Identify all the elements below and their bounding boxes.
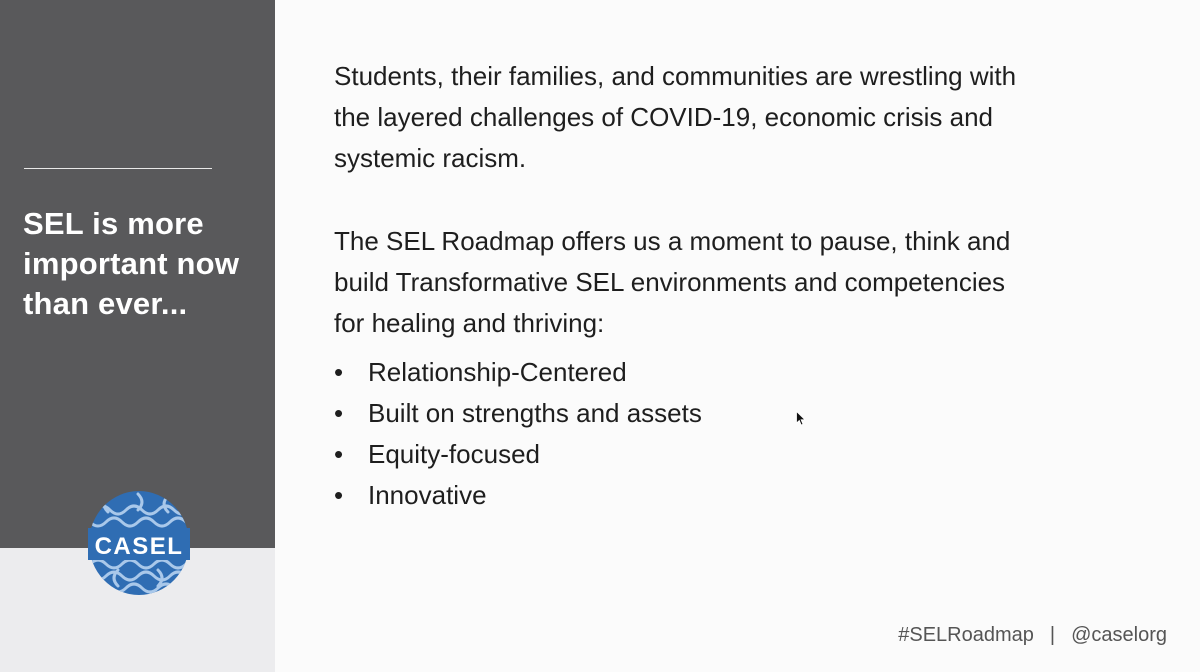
footer xyxy=(898,624,1167,647)
bullet-icon: • xyxy=(334,439,344,469)
paragraph-line: Students, their families, and communities are wrestling with xyxy=(334,61,1017,91)
paragraph-line: for healing and thriving: xyxy=(334,308,605,338)
paragraph-line: the layered challenges of COVID-19, economic crisis and xyxy=(334,102,993,132)
casel-logo-icon xyxy=(88,490,190,596)
bullet-icon: • xyxy=(334,480,344,510)
sidebar-title-line: important now xyxy=(23,246,240,281)
list-item-label: Built on strengths and assets xyxy=(368,398,702,428)
bullet-list xyxy=(334,352,1154,516)
list-item-label: Relationship-Centered xyxy=(368,357,627,387)
paragraph-line: The SEL Roadmap offers us a moment to pause, think and xyxy=(334,226,1011,256)
paragraph-line: build Transformative SEL environments and competencies xyxy=(334,267,1006,297)
bullet-icon: • xyxy=(334,398,344,428)
footer-separator: | xyxy=(1049,624,1056,646)
sidebar-title xyxy=(23,204,268,324)
sidebar xyxy=(0,0,275,672)
mouse-pointer-icon xyxy=(796,411,806,427)
paragraph xyxy=(334,221,1154,344)
list-item xyxy=(334,434,1154,475)
sidebar-title-line: than ever... xyxy=(23,286,188,321)
list-item-label: Equity-focused xyxy=(368,439,540,469)
paragraph-line: systemic racism. xyxy=(334,143,527,173)
sidebar-divider xyxy=(24,168,212,169)
casel-logo-text: CASEL xyxy=(94,533,184,560)
footer-hashtag: #SELRoadmap xyxy=(898,624,1034,646)
footer-handle: @caselorg xyxy=(1071,624,1167,646)
bullet-icon: • xyxy=(334,357,344,387)
list-item xyxy=(334,352,1154,393)
list-item xyxy=(334,475,1154,516)
list-item-label: Innovative xyxy=(368,480,487,510)
sidebar-title-line: SEL is more xyxy=(23,206,204,241)
paragraph xyxy=(334,56,1154,179)
main-content xyxy=(334,56,1154,516)
list-item xyxy=(334,393,1154,434)
